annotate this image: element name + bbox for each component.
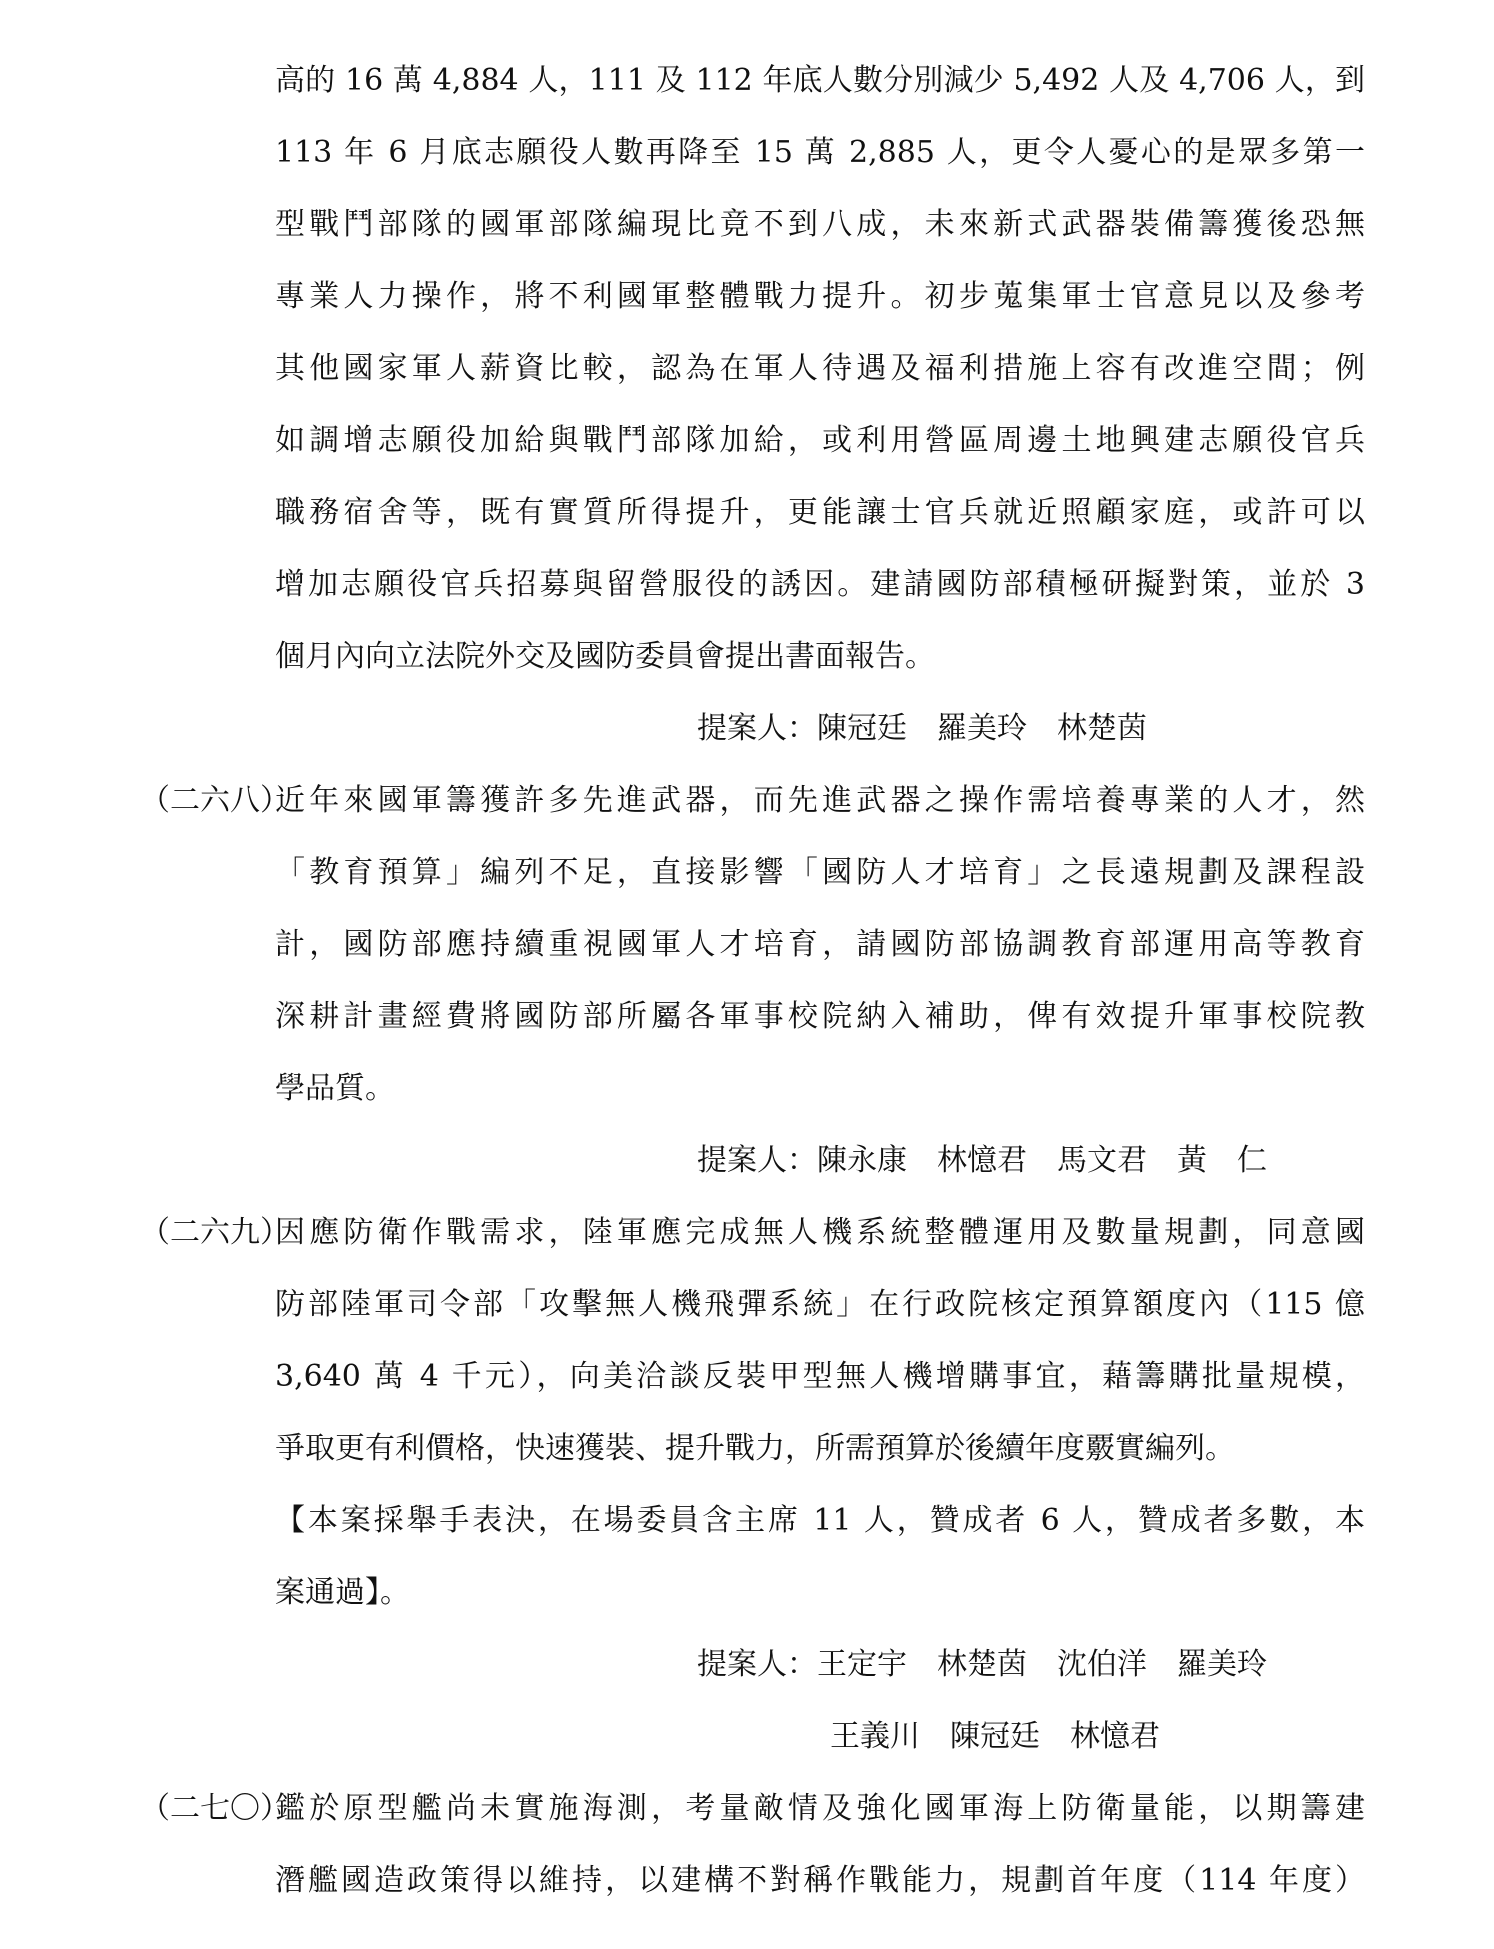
paragraph-line: 高的 16 萬 4,884 人，111 及 112 年底人數分別減少 5,492 人及 4,706 人，到 [275, 63, 1365, 98]
paragraph-line: 職務宿舍等，既有實質所得提升，更能讓士官兵就近照顧家庭，或許可以 [275, 495, 1365, 530]
paragraph-line: 3,640 萬 4 千元），向美洽談反裝甲型無人機增購事宜，藉籌購批量規模， [275, 1359, 1365, 1394]
paragraph-line: 增加志願役官兵招募與留營服役的誘因。建請國防部積極研擬對策，並於 3 [275, 567, 1365, 602]
paragraph-line: 專業人力操作，將不利國軍整體戰力提升。初步蒐集軍士官意見以及參考 [275, 279, 1365, 314]
paragraph-line: 如調增志願役加給與戰鬥部隊加給，或利用營區周邊土地興建志願役官兵 [275, 423, 1365, 458]
paragraph-line: 近年來國軍籌獲許多先進武器，而先進武器之操作需培養專業的人才，然 [275, 783, 1365, 818]
paragraph-line: 「教育預算」編列不足，直接影響「國防人才培育」之長遠規劃及課程設 [275, 855, 1365, 890]
paragraph-line: 【本案採舉手表決，在場委員含主席 11 人，贊成者 6 人，贊成者多數，本 [275, 1503, 1365, 1538]
paragraph-line: 個月內向立法院外交及國防委員會提出書面報告。 [275, 639, 935, 674]
paragraph-line: 113 年 6 月底志願役人數再降至 15 萬 2,885 人，更令人憂心的是眾多第一 [275, 135, 1365, 170]
item-number: （二七〇） [140, 1791, 290, 1826]
paragraph-line: 潛艦國造政策得以維持，以建構不對稱作戰能力，規劃首年度（114 年度） [275, 1863, 1365, 1898]
proposer-line: 提案人：陳冠廷 羅美玲 林楚茵 [697, 711, 1147, 746]
paragraph-line: 案通過】。 [275, 1575, 410, 1610]
proposer-line: 王義川 陳冠廷 林憶君 [830, 1719, 1160, 1754]
proposer-line: 提案人：王定宇 林楚茵 沈伯洋 羅美玲 [697, 1647, 1267, 1682]
paragraph-line: 型戰鬥部隊的國軍部隊編現比竟不到八成，未來新式武器裝備籌獲後恐無 [275, 207, 1365, 242]
paragraph-line: 學品質。 [275, 1071, 395, 1106]
paragraph-line: 深耕計畫經費將國防部所屬各軍事校院納入補助，俾有效提升軍事校院教 [275, 999, 1365, 1034]
paragraph-line: 防部陸軍司令部「攻擊無人機飛彈系統」在行政院核定預算額度內（115 億 [275, 1287, 1365, 1322]
item-number: （二六九） [140, 1215, 290, 1250]
item-number: （二六八） [140, 783, 290, 818]
paragraph-line: 爭取更有利價格，快速獲裝、提升戰力，所需預算於後續年度覈實編列。 [275, 1431, 1235, 1466]
paragraph-line: 鑑於原型艦尚未實施海測，考量敵情及強化國軍海上防衛量能，以期籌建 [275, 1791, 1365, 1826]
paragraph-line: 計，國防部應持續重視國軍人才培育，請國防部協調教育部運用高等教育 [275, 927, 1365, 962]
paragraph-line: 因應防衛作戰需求，陸軍應完成無人機系統整體運用及數量規劃，同意國 [275, 1215, 1365, 1250]
proposer-line: 提案人：陳永康 林憶君 馬文君 黃 仁 [697, 1143, 1267, 1178]
paragraph-line: 其他國家軍人薪資比較，認為在軍人待遇及福利措施上容有改進空間；例 [275, 351, 1365, 386]
